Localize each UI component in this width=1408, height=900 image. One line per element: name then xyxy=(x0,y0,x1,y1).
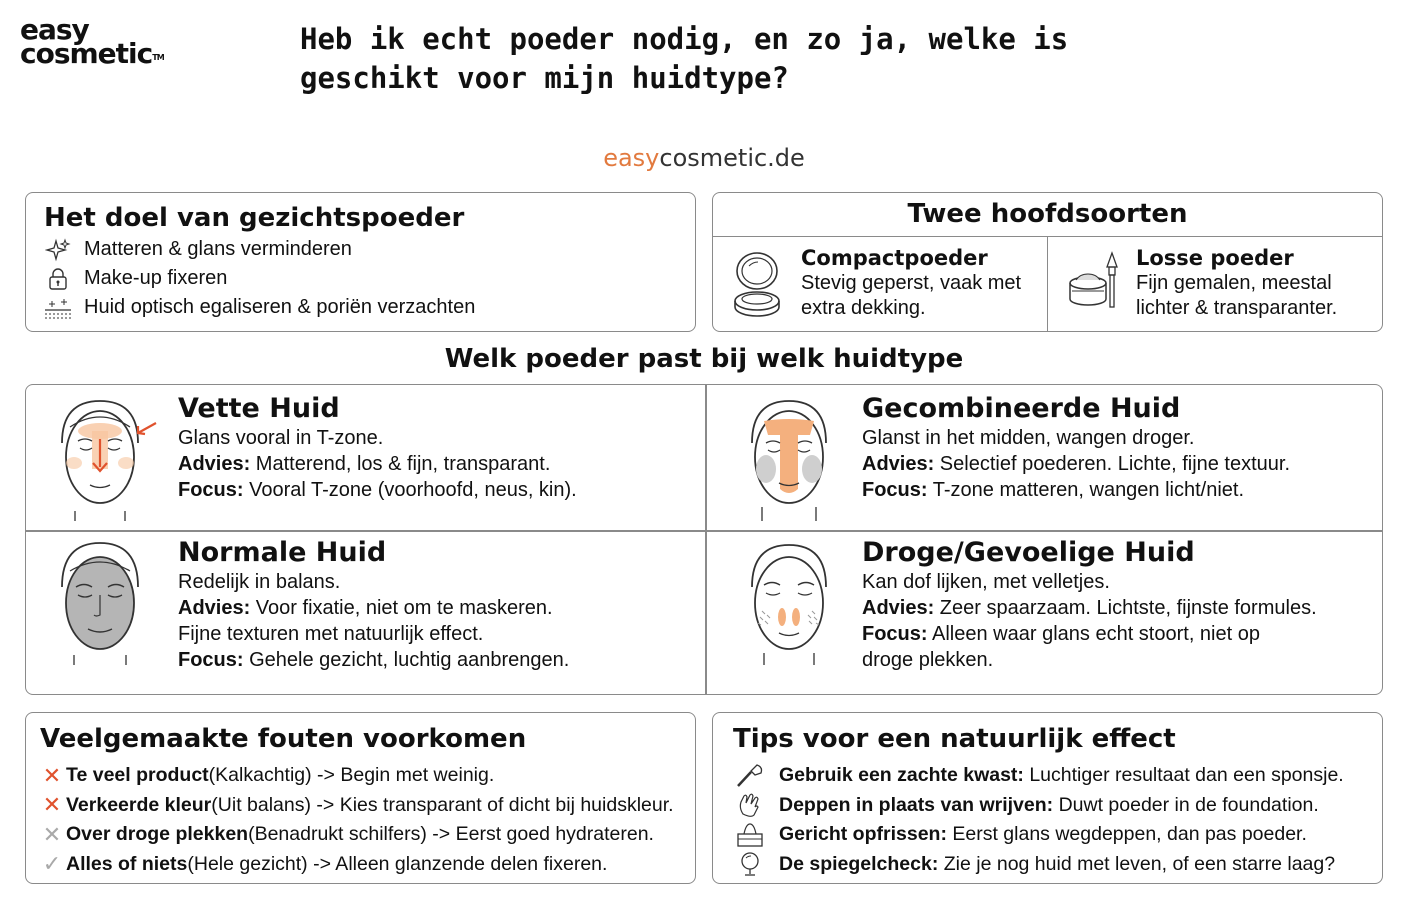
focus-text: Alleen waar glans echt stoort, niet op xyxy=(927,623,1260,645)
tip-item xyxy=(733,850,1382,880)
skin-name: Droge/Gevoelige Huid xyxy=(862,537,1195,568)
tip-rest: Eerst glans wegdeppen, dan pas poeder. xyxy=(946,823,1307,846)
page-title: Heb ik echt poeder nodig, en zo ja, welke is geschikt voor mijn huidtype? xyxy=(300,22,1069,95)
advies-label: Advies: xyxy=(178,597,251,619)
lock-icon xyxy=(44,267,72,291)
advies-label: Advies: xyxy=(862,597,935,619)
mistake-item xyxy=(40,761,695,791)
grid-divider xyxy=(705,385,707,694)
mistake-item xyxy=(40,820,695,850)
hand-dab-icon xyxy=(733,792,767,818)
goal-item xyxy=(44,264,695,293)
mistake-bold: Alles of niets xyxy=(66,852,188,875)
brand-logo xyxy=(20,13,164,70)
mistakes-panel xyxy=(25,712,696,884)
sparkle-icon xyxy=(44,238,72,262)
type-desc: lichter & transparanter. xyxy=(1136,297,1338,319)
type-desc: extra dekking. xyxy=(801,297,926,319)
focus-text: T-zone matteren, wangen licht/niet. xyxy=(927,479,1245,501)
skin-desc: Redelijk in balans. xyxy=(178,571,341,593)
type-desc: Fijn gemalen, meestal xyxy=(1136,272,1332,294)
tips-panel xyxy=(712,712,1383,884)
skin-name: Gecombineerde Huid xyxy=(862,393,1181,424)
site-url-part-1: easy xyxy=(603,144,660,172)
skin-desc: Kan dof lijken, met velletjes. xyxy=(862,571,1110,593)
tip-rest: Duwt poeder in de foundation. xyxy=(1053,793,1319,816)
type-name: Compactpoeder xyxy=(801,246,988,270)
type-desc: Stevig geperst, vaak met xyxy=(801,272,1022,294)
focus-text: Gehele gezicht, luchtig aanbrengen. xyxy=(243,649,570,671)
mistake-bold: Verkeerde kleur xyxy=(66,793,212,816)
advies-text: Voor fixatie, niet om te maskeren. xyxy=(250,597,553,619)
advies-label: Advies: xyxy=(862,453,935,475)
grid-divider xyxy=(26,530,1382,532)
type-loose xyxy=(1047,237,1382,331)
tips-title: Tips voor een natuurlijk effect xyxy=(733,724,1176,754)
skin-name: Vette Huid xyxy=(178,393,340,424)
tip-item xyxy=(733,820,1382,850)
mirror-icon xyxy=(733,851,767,877)
check-icon: ✓ xyxy=(42,851,62,877)
focus-label: Focus: xyxy=(178,649,244,671)
goal-item xyxy=(44,293,695,322)
mistake-rest: (Benadrukt schilfers) -> Eerst goed hydrateren. xyxy=(248,823,654,846)
dry-face-icon xyxy=(734,537,844,667)
skin-desc: Glans vooral in T-zone. xyxy=(178,427,384,449)
types-panel xyxy=(712,192,1383,332)
normal-face-icon xyxy=(50,537,160,667)
mistakes-title: Veelgemaakte fouten voorkomen xyxy=(40,724,527,754)
goal-panel xyxy=(25,192,696,332)
tip-item xyxy=(733,761,1382,791)
mistake-bold: Over droge plekken xyxy=(66,823,249,846)
site-url-part-2: cosmetic.de xyxy=(659,144,805,172)
skin-desc: droge plekken. xyxy=(862,649,994,671)
goal-item-text: Huid optisch egaliseren & poriën verzachten xyxy=(84,296,476,318)
compact-powder-icon xyxy=(733,249,789,319)
logo-line-2: cosmetic xyxy=(20,37,153,70)
brush-icon xyxy=(733,763,767,789)
tip-bold: Gericht opfrissen: xyxy=(779,823,947,846)
types-title: Twee hoofdsoorten xyxy=(713,193,1382,237)
oily-face-icon xyxy=(50,393,160,523)
logo-line-1: easy xyxy=(20,13,89,46)
type-name: Losse poeder xyxy=(1136,246,1294,270)
goal-item-text: Matteren & glans verminderen xyxy=(84,238,352,260)
focus-label: Focus: xyxy=(862,479,928,501)
mistake-rest: (Uit balans) -> Kies transparant of dicht bij huidskleur. xyxy=(211,793,674,816)
tip-rest: Zie je nog huid met leven, of een starre laag? xyxy=(938,852,1336,875)
skin-oily xyxy=(50,393,577,523)
focus-text: Vooral T-zone (voorhoofd, neus, kin). xyxy=(243,479,577,501)
tip-bold: De spiegelcheck: xyxy=(779,852,939,875)
tip-bold: Gebruik een zachte kwast: xyxy=(779,764,1024,787)
skin-name: Normale Huid xyxy=(178,537,387,568)
mistake-item xyxy=(40,850,695,880)
skin-types-grid xyxy=(25,384,1383,695)
cross-icon: ✕ xyxy=(42,792,62,818)
smooth-surface-icon xyxy=(44,296,72,320)
advies-text: Selectief poederen. Lichte, fijne textuur. xyxy=(934,453,1291,475)
skin-desc: Fijne texturen met natuurlijk effect. xyxy=(178,623,484,645)
tip-item xyxy=(733,791,1382,821)
skin-dry-sensitive xyxy=(734,537,1317,673)
logo-trademark: TM xyxy=(152,53,164,62)
mistake-bold: Te veel product xyxy=(66,764,209,787)
advies-label: Advies: xyxy=(178,453,251,475)
focus-label: Focus: xyxy=(178,479,244,501)
loose-powder-brush-icon xyxy=(1068,249,1124,319)
goal-item xyxy=(44,235,695,264)
advies-text: Zeer spaarzaam. Lichtste, fijnste formules. xyxy=(934,597,1317,619)
skin-combination xyxy=(734,393,1290,523)
skin-desc: Glanst in het midden, wangen droger. xyxy=(862,427,1195,449)
cross-icon: ✕ xyxy=(42,821,62,847)
focus-label: Focus: xyxy=(862,623,928,645)
tissue-box-icon xyxy=(733,822,767,848)
type-compact xyxy=(713,237,1047,331)
cross-icon: ✕ xyxy=(42,762,62,788)
goal-title: Het doel van gezichtspoeder xyxy=(44,203,465,233)
advies-text: Matterend, los & fijn, transparant. xyxy=(250,453,551,475)
skin-normal xyxy=(50,537,569,673)
site-url[interactable] xyxy=(0,144,1408,172)
combination-face-icon xyxy=(734,393,844,523)
skin-section-title: Welk poeder past bij welk huidtype xyxy=(444,344,964,374)
tip-rest: Luchtiger resultaat dan een sponsje. xyxy=(1023,764,1344,787)
mistake-item xyxy=(40,791,695,821)
tip-bold: Deppen in plaats van wrijven: xyxy=(779,793,1054,816)
mistake-rest: (Kalkachtig) -> Begin met weinig. xyxy=(208,764,495,787)
goal-item-text: Make-up fixeren xyxy=(84,267,228,289)
mistake-rest: (Hele gezicht) -> Alleen glanzende delen fixeren. xyxy=(187,852,608,875)
